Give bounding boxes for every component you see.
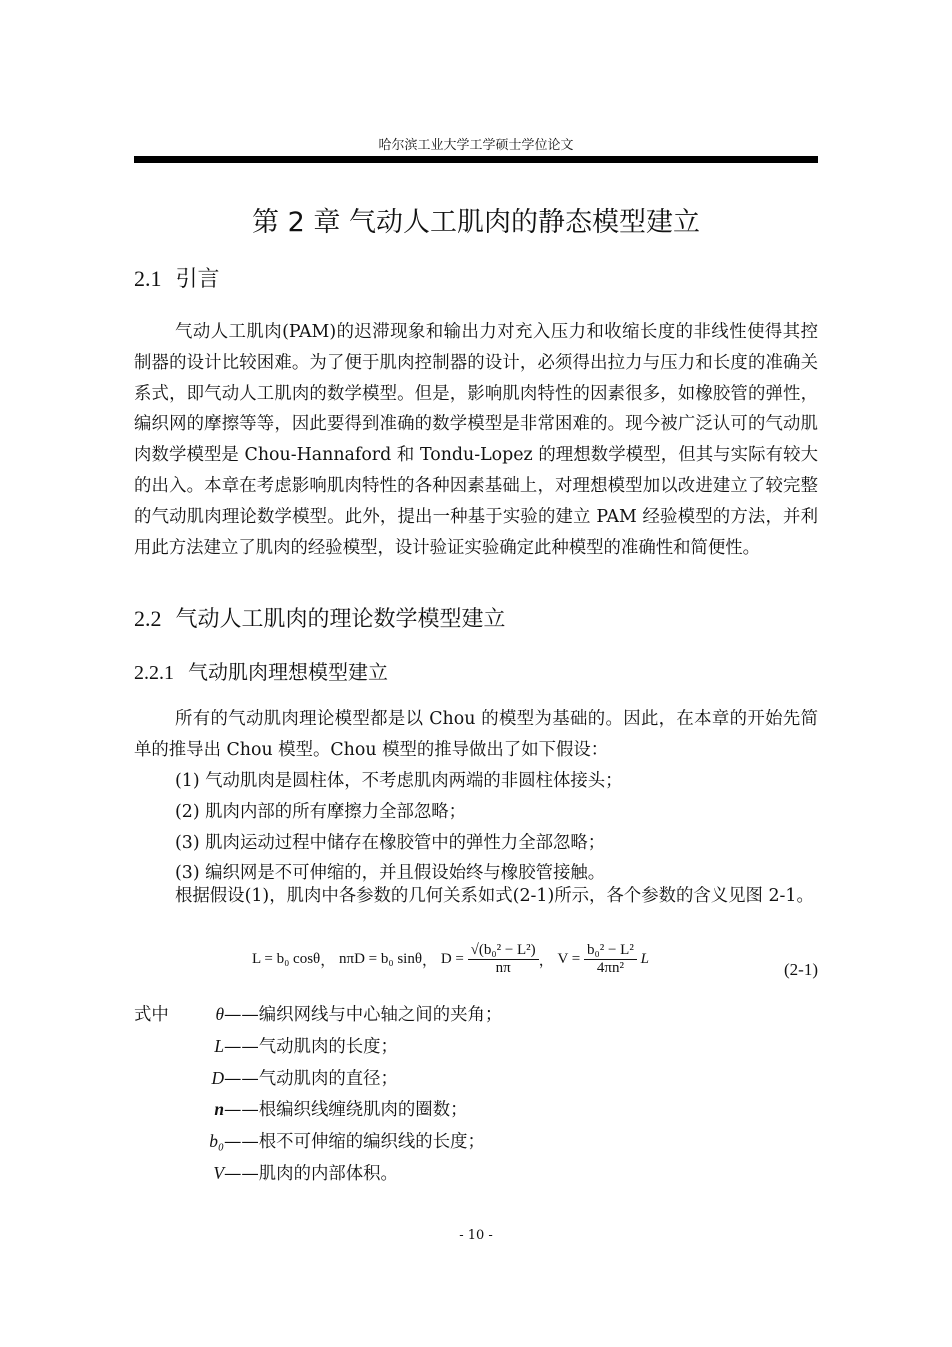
fraction-numerator: √(b₀² − L²) bbox=[468, 942, 539, 960]
eq-part-3-lhs: D = bbox=[440, 951, 464, 967]
definition-symbol: n bbox=[214, 1099, 224, 1120]
definitions-lead: 式中 bbox=[134, 1005, 169, 1025]
definition-row bbox=[134, 1094, 502, 1126]
eq-part-4-tail: L bbox=[640, 951, 649, 967]
eq-part-3-fraction bbox=[468, 942, 539, 977]
eq-separator: ， bbox=[538, 953, 554, 969]
section-number: 2.1 bbox=[134, 266, 162, 291]
list-item: (3) 编织网是不可伸缩的，并且假设始终与橡胶管接触。 bbox=[175, 863, 606, 884]
definition-text: ——气动肌肉的长度； bbox=[224, 1036, 398, 1057]
definition-text: ——肌肉的内部体积。 bbox=[224, 1163, 398, 1184]
section-heading-2-2 bbox=[134, 602, 506, 633]
subsection-heading-2-2-1 bbox=[134, 656, 388, 685]
subsection-title: 气动肌肉理想模型建立 bbox=[188, 660, 388, 684]
definition-text: ——气动肌肉的直径； bbox=[224, 1068, 398, 1089]
fraction-numerator: b₀² − L² bbox=[584, 942, 637, 960]
definition-row bbox=[134, 999, 502, 1031]
equation-2-1 bbox=[134, 942, 818, 998]
section-number: 2.2 bbox=[134, 606, 162, 631]
geometry-paragraph bbox=[134, 881, 818, 912]
section-heading-2-1 bbox=[134, 262, 220, 293]
eq-part-2: nπD = b₀ sinθ bbox=[339, 951, 423, 967]
equation-number: (2-1) bbox=[784, 960, 818, 979]
header-rule bbox=[134, 156, 818, 163]
definition-symbol: b₀ bbox=[209, 1131, 224, 1152]
running-header: 哈尔滨工业大学工学硕士学位论文 bbox=[378, 138, 574, 153]
eq-part-1: L = b₀ cosθ bbox=[252, 951, 321, 967]
definition-row bbox=[134, 1158, 502, 1190]
definition-symbol: V bbox=[213, 1162, 224, 1183]
equation-body bbox=[252, 942, 649, 977]
chou-paragraph bbox=[134, 704, 818, 766]
chapter-title: 第 2 章 气动人工肌肉的静态模型建立 bbox=[252, 207, 700, 238]
eq-part-4-fraction bbox=[584, 942, 637, 977]
paragraph-text: 根据假设(1)，肌肉中各参数的几何关系如式(2-1)所示，各个参数的含义见图 2-1。 bbox=[175, 886, 814, 906]
section-title: 气动人工肌肉的理论数学模型建立 bbox=[175, 607, 506, 632]
eq-separator: ， bbox=[320, 953, 336, 969]
paragraph-text: 所有的气动肌肉理论模型都是以 Chou 的模型为基础的。因此，在本章的开始先简单的推导出 Chou 模型。Chou 模型的推导做出了如下假设： bbox=[134, 709, 818, 760]
list-item: (3) 肌肉运动过程中储存在橡胶管中的弹性力全部忽略； bbox=[175, 832, 606, 853]
definition-text: ——根编织线缠绕肌肉的圈数； bbox=[224, 1100, 468, 1121]
definition-symbol: L bbox=[214, 1035, 224, 1056]
eq-part-4-lhs: V = bbox=[557, 951, 581, 967]
symbol-definitions bbox=[134, 999, 502, 1190]
section-title: 引言 bbox=[175, 267, 220, 292]
intro-paragraph bbox=[134, 317, 818, 563]
fraction-denominator: nπ bbox=[495, 960, 511, 976]
definition-row bbox=[134, 1063, 502, 1095]
definition-text: ——根不可伸缩的编织线的长度； bbox=[224, 1132, 485, 1153]
fraction-denominator: 4πn² bbox=[596, 960, 624, 976]
definition-row bbox=[134, 1031, 502, 1063]
definition-text: ——编织网线与中心轴之间的夹角； bbox=[224, 1005, 503, 1025]
definition-symbol: θ bbox=[215, 1004, 224, 1024]
assumption-list bbox=[175, 766, 623, 889]
page-number: - 10 - bbox=[459, 1228, 493, 1243]
subsection-number: 2.2.1 bbox=[134, 662, 174, 684]
paragraph-text: 气动人工肌肉(PAM)的迟滞现象和输出力对充入压力和收缩长度的非线性使得其控制器的设计比较困难。为了便于肌肉控制器的设计，必须得出拉力与压力和长度的准确关系式，即气动人工肌肉的数学模型。但是，影响肌肉特性的因素很多，如橡胶管的弹性，编织网的摩擦等等，因此要得到准确的数学模型是非常困难的。现今被广泛认可的气动肌肉数学模型是 Chou-Hannaford 和 Tondu-Lopez 的理想数学模型，但其与实际有较大的出入。本章在考虑影响肌肉特性的各种因素基础上，对理想模型加以改进建立了较完整的气动肌肉理论数学模型。此外，提出一种基于实验的建立 PAM 经验模型的方法，并利用此方法建立了肌肉的经验模型，设计验证实验确定此种模型的准确性和简便性。 bbox=[134, 322, 818, 558]
list-item: (1) 气动肌肉是圆柱体，不考虑肌肉两端的非圆柱体接头； bbox=[175, 771, 623, 791]
list-item: (2) 肌肉内部的所有摩擦力全部忽略； bbox=[175, 801, 467, 822]
definition-symbol: D bbox=[211, 1067, 224, 1088]
eq-separator: ， bbox=[422, 953, 438, 969]
definition-row bbox=[134, 1126, 502, 1158]
